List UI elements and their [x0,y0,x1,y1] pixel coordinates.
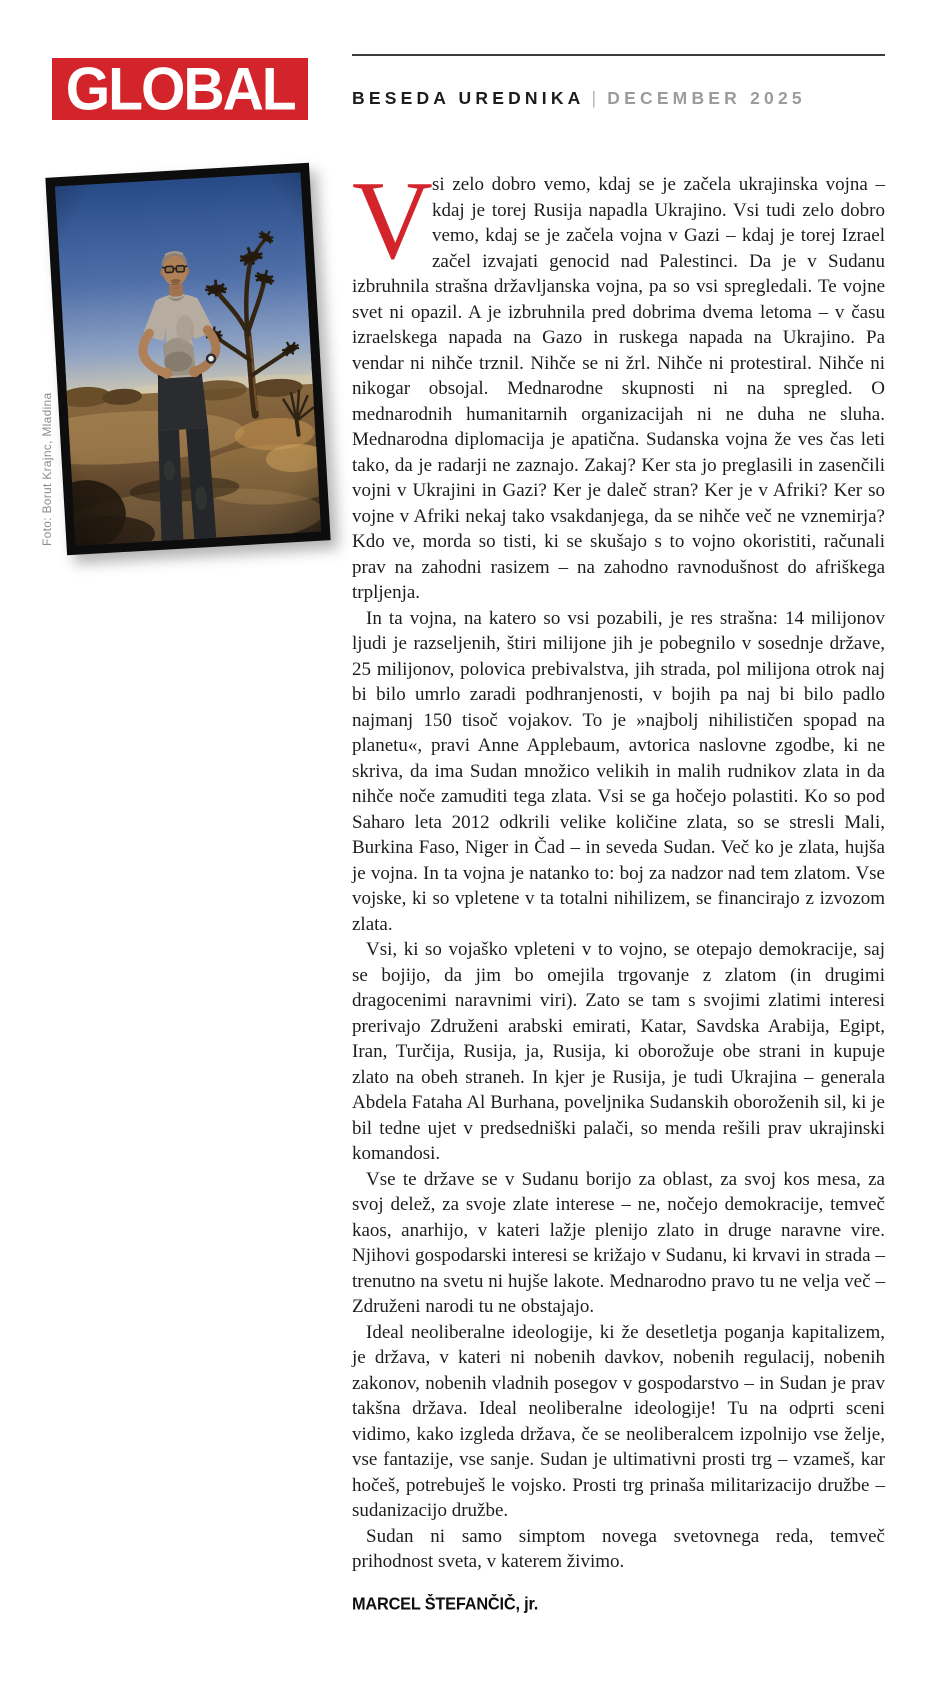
logo-text: GLOBAL [65,54,295,123]
paragraph [352,1167,885,1320]
header-divider [352,54,885,56]
paragraph-text: Vsi, ki so vojaško vpleteni v to vojno, se otepajo demokracije, saj se bojijo, da jim bo omejila trgovanje z zlatom (in drugimi dragocenimi naravnimi viri). Zato se tam s svojimi zlatimi interesi prerivajo Združeni arabski emirati, Katar, Savdska Arabija, Egipt, Iran, Turčija, Rusija, ja, Rusija, ki oborožuje obe strani in kupuje zlato na obeh straneh. In kjer je Rusija, je tudi Ukrajina – generala Abdela Fataha Al Burhana, poveljnika Sudanskih oboroženih sil, ki je bil tedne ujet v predsedniški palači, so menda rešili prav ukrajinski komandosi. [352,939,885,1164]
section-title: BESEDA UREDNIKA [352,88,585,108]
section-header [352,88,885,109]
editor-photo [45,163,330,556]
paragraph-text: In ta vojna, na katero so vsi pozabili, je res strašna: 14 milijonov ljudi je razseljenih, štiri milijone jih je pobegnilo v sosednje države, 25 milijonov, polovica prebivalstva, jih strada, pol milijona otrok naj bi bilo umrlo zaradi podhranjenosti, v bojih pa naj bi bilo padlo najmanj 150 tisoč vojakov. To je »najbolj nihilističen spopad na planetu«, pravi Anne Applebaum, avtorica naslovne zgodbe, ki ne skriva, da ima Sudan množico velikih in malih rudnikov zlata in da nihče noče zamuditi tega zlata. Vsi se ga hočejo polastiti. Ko so pod Saharo leta 2012 odkrili velike količine zlata, so se stresli Mali, Burkina Faso, Niger in Čad – in seveda Sudan. Več ko je zlata, hujša je vojna. In ta vojna je natanko to: boj za nadzor nad tem zlatom. Vse vojske, ki so vpletene v ta totalni nihilizem, se financirajo z izvozom zlata. [352,607,885,935]
paragraph [352,1320,885,1524]
paragraph [352,937,885,1167]
magazine-logo [52,54,308,123]
photo-credit: Foto: Borut Krajnc, Mladina [40,392,54,546]
paragraph-text: Vse te države se v Sudanu borijo za oblast, za svoj kos mesa, za svoj delež, za svoje zlate interese – ne, nočejo demokracije, temveč kaos, anarhijo, v kateri lažje plenijo zlato in druge naravne vire. Njihovi gospodarski interesi se križajo v Sudanu, ki krvavi in strada – trenutno na svetu ni hujše lakote. Mednarodno pravo tu ne velja več – Združeni narodi tu ne obstajajo. [352,1168,885,1317]
header-separator: | [591,88,601,108]
drop-cap: V [352,159,433,283]
paragraph [352,1524,885,1575]
issue-date: DECEMBER 2025 [607,88,806,108]
author-signature: MARCEL ŠTEFANČIČ, jr. [352,1594,539,1614]
paragraph [352,606,885,938]
desert-portrait-illustration [55,172,321,546]
editorial-article [352,159,885,1575]
paragraph-text: Ideal neoliberalne ideologije, ki že desetletja poganja kapitalizem, je država, v kateri ni nobenih davkov, nobenih regulacij, nobenih zakonov, nobenih vladnih posegov v gospodarstvo – in Sudan je prav takšna država. Ideal neoliberalne ideologije! Tu na odprti sceni vidimo, kako izgleda država, če se neoliberalcem izpolnijo vse želje, vse fantazije, vse sanje. Sudan je ultimativni prosti trg – vzameš, kar hočeš, potrebuješ le vojsko. Prosti trg prinaša militarizacijo družbe – sudanizacijo družbe. [352,1321,885,1521]
paragraph-text: Sudan ni samo simptom novega svetovnega reda, temveč prihodnost sveta, v katerem živimo. [352,1525,885,1572]
paragraph-text: si zelo dobro vemo, kdaj se je začela ukrajinska vojna – kdaj je torej Rusija napadla Ukrajino. Vsi tudi zelo dobro vemo, kdaj se je začela vojna v Gazi – kdaj je torej Izrael začel izvajati genocid nad Palestinci. Da je v Sudanu izbruhnila strašna državljanska vojna, pa so vsi spregledali. Te vojne svet ni opazil. A je izbruhnila pred dobrima dvema letoma – v času izraelskega napada na Gazo in ruskega napada na Ukrajino. Pa vendar ni nihče trznil. Nihče se ni žrl. Nihče ni protestiral. Nihče ni nikogar obsojal. Mednarodne skupnosti ni na spregled. O mednarodnih humanitarnih organizacijah ni ne duha ne sluha. Mednarodna diplomacija je apatična. Sudanska vojna že ves čas leti tako, da je radarji ne zaznajo. Zakaj? Ker sta jo preglasili in zasenčili vojni v Ukrajini in Gazi? Ker je daleč stran? Ker je v Afriki? Ker so vojne v Afriki nekaj tako vsakdanjega, da se nihče več ne vznemirja? Kdo ve, morda so tisti, ki se skušajo s to vojno okoristiti, računali prav na zahodni rasizem – na zahodno ravnodušnost do afriškega trpljenja. [352,174,885,603]
paragraph [352,159,885,606]
